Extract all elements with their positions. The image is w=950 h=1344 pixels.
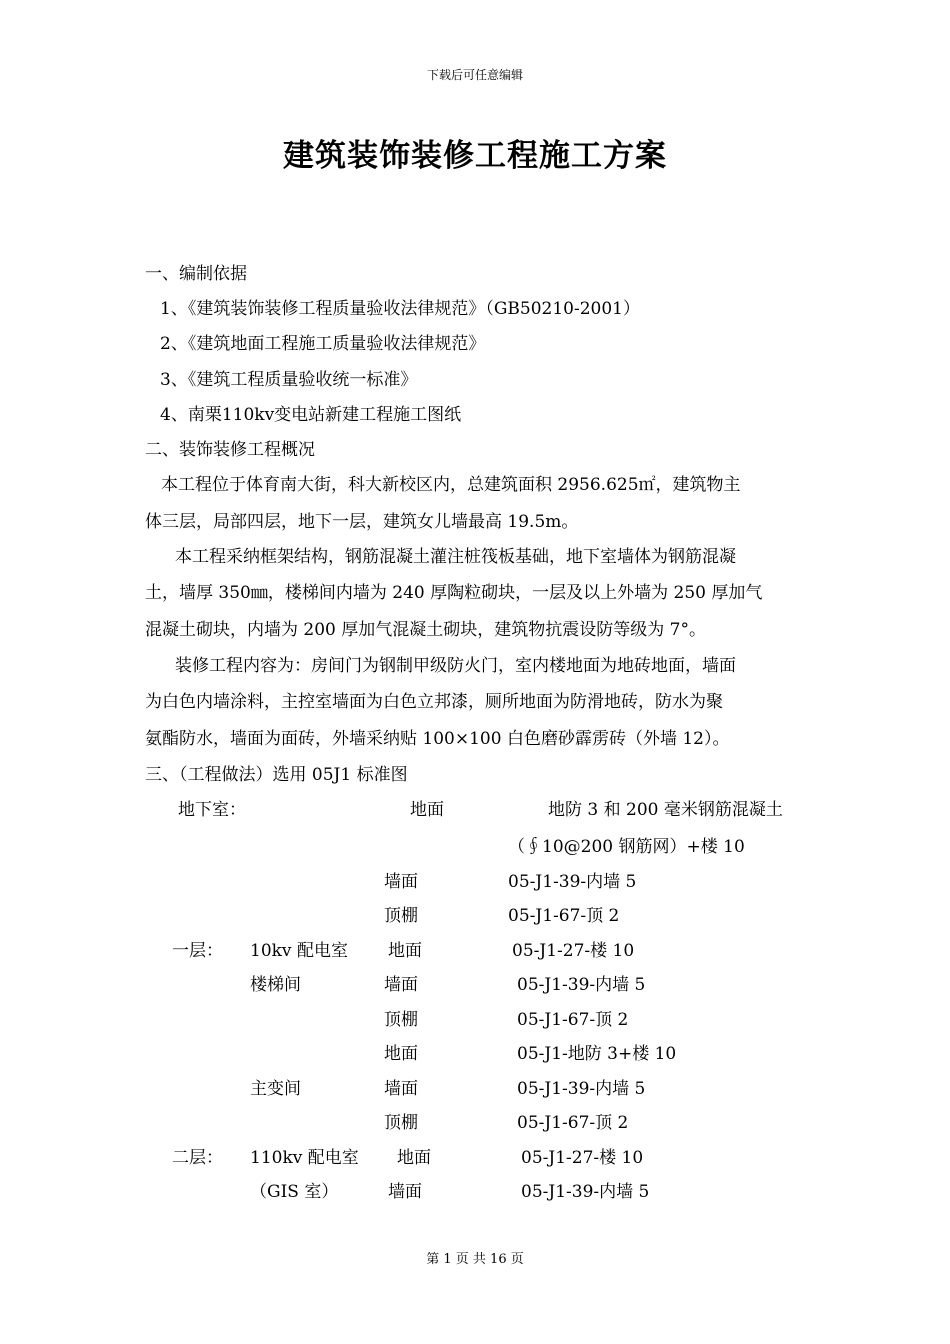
- room-name: 10kv 配电室: [250, 941, 348, 961]
- paragraph-line: 混凝土砌块，内墙为 200 厚加气混凝土砌块，建筑物抗震设防等级为 7°。: [145, 620, 706, 640]
- spec-part: 地面: [388, 941, 422, 961]
- page-header: 下载后可任意编辑: [426, 68, 523, 82]
- spec-value: 05-J1-39-内墙 5: [517, 975, 646, 995]
- spec-part: 墙面: [384, 975, 418, 995]
- spec-part: 墙面: [384, 872, 418, 892]
- paragraph-line: 为白色内墙涂料，主控室墙面为白色立邦漆，厕所地面为防滑地砖，防水为聚: [145, 692, 723, 712]
- reference-item: 2、《建筑地面工程施工质量验收法律规范》: [160, 334, 486, 354]
- paragraph-line: 本工程采纳框架结构，钢筋混凝土灌注桩筏板基础，地下室墙体为钢筋混凝: [175, 547, 736, 567]
- spec-part: 顶棚: [384, 1113, 418, 1133]
- room-name: 110kv 配电室: [250, 1148, 359, 1168]
- page-footer: 第 1 页 共 16 页: [426, 1252, 524, 1267]
- spec-value: 05-J1-39-内墙 5: [521, 1182, 650, 1202]
- spec-value: 05-J1-27-楼 10: [521, 1148, 644, 1168]
- document-title: 建筑装饰装修工程施工方案: [283, 138, 667, 174]
- spec-value: 05-J1-67-顶 2: [517, 1010, 629, 1030]
- section-1-heading: 一、编制依据: [145, 264, 247, 284]
- spec-value: 05-J1-27-楼 10: [512, 941, 635, 961]
- paragraph-line: 土，墙厚 350㎜，楼梯间内墙为 240 厚陶粒砌块，一层及以上外墙为 250 厚加气: [145, 583, 763, 603]
- room-name: 主变间: [250, 1079, 301, 1099]
- paragraph-line: 氨酯防水，墙面为面砖，外墙采纳贴 100×100 白色磨砂霹雳砖（外墙 12）。: [145, 729, 730, 749]
- room-name: 楼梯间: [250, 975, 301, 995]
- section-2-heading: 二、装饰装修工程概况: [145, 440, 315, 460]
- spec-value: 地防 3 和 200 毫米钢筋混凝土: [548, 800, 783, 820]
- spec-part: 墙面: [384, 1079, 418, 1099]
- spec-part: 顶棚: [384, 1010, 418, 1030]
- spec-part: 顶棚: [384, 906, 418, 926]
- reference-item: 3、《建筑工程质量验收统一标准》: [160, 370, 418, 390]
- reference-item: 4、南栗110kv变电站新建工程施工图纸: [160, 405, 462, 425]
- spec-value: 05-J1-地防 3+楼 10: [517, 1044, 677, 1064]
- spec-value: （∮10@200 钢筋网）+楼 10: [508, 837, 745, 857]
- floor-2-label: 二层：: [172, 1148, 223, 1168]
- paragraph-line: 装修工程内容为：房间门为钢制甲级防火门，室内楼地面为地砖地面，墙面: [175, 656, 736, 676]
- spec-value: 05-J1-67-顶 2: [517, 1113, 629, 1133]
- room-name: （GIS 室）: [250, 1182, 339, 1202]
- spec-part: 地面: [410, 800, 444, 820]
- spec-value: 05-J1-39-内墙 5: [508, 872, 637, 892]
- paragraph-line: 体三层，局部四层，地下一层，建筑女儿墙最高 19.5m。: [145, 512, 579, 532]
- spec-value: 05-J1-39-内墙 5: [517, 1079, 646, 1099]
- spec-part: 地面: [397, 1148, 431, 1168]
- spec-part: 地面: [384, 1044, 418, 1064]
- spec-part: 墙面: [388, 1182, 422, 1202]
- spec-value: 05-J1-67-顶 2: [508, 906, 620, 926]
- paragraph-line: 本工程位于体育南大街，科大新校区内，总建筑面积 2956.625㎡，建筑物主: [161, 475, 741, 495]
- basement-label: 地下室：: [178, 800, 246, 820]
- reference-item: 1、《建筑装饰装修工程质量验收法律规范》（GB50210-2001）: [160, 299, 640, 319]
- floor-1-label: 一层：: [172, 941, 223, 961]
- section-3-heading: 三、（工程做法）选用 05J1 标准图: [145, 765, 408, 785]
